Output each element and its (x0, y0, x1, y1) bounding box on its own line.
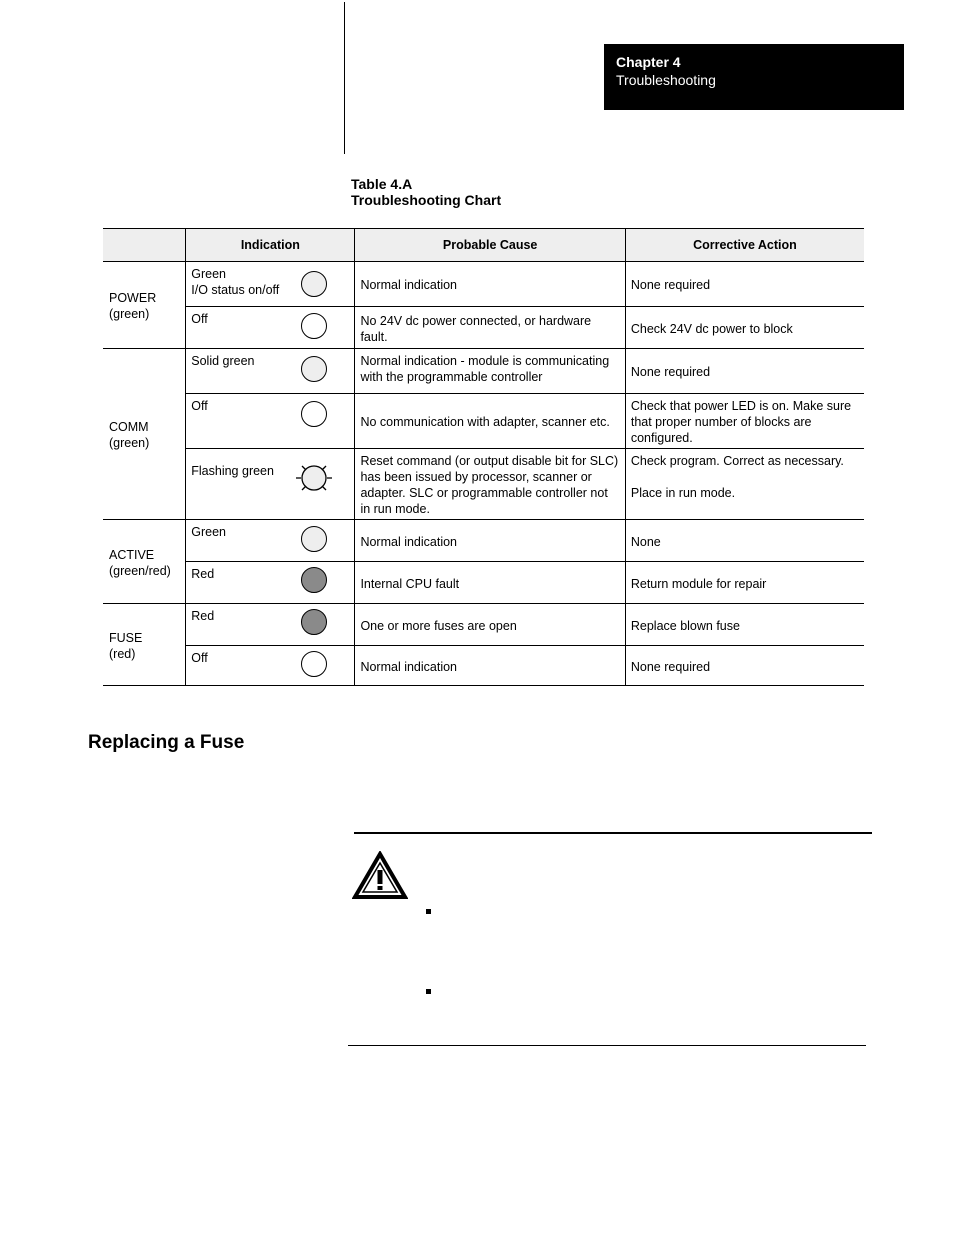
action-cell: None required (625, 349, 864, 394)
action-cell: Check program. Correct as necessary. Place in run mode. (625, 449, 864, 520)
indication-text: Solid green (191, 354, 255, 368)
table-title: Troubleshooting Chart (351, 192, 502, 208)
indication-text: Green I/O status on/off (191, 267, 280, 297)
cause-cell: Internal CPU fault (355, 562, 625, 604)
table-row (103, 394, 864, 449)
warning-triangle-icon (352, 851, 408, 901)
table-row (103, 449, 864, 520)
indication-cell (186, 449, 355, 520)
action-cell: None required (625, 646, 864, 686)
led-off-icon (301, 651, 327, 677)
indication-cell (186, 646, 355, 686)
indication-cell (186, 349, 355, 394)
table-row (103, 646, 864, 686)
bullet-icon (426, 909, 431, 914)
cause-cell: Normal indication - module is communicating with the programmable controller (355, 349, 625, 394)
table-row (103, 562, 864, 604)
column-header-indication: Indication (186, 229, 355, 262)
indication-cell (186, 262, 355, 307)
margin-rule (344, 2, 345, 154)
table-row (103, 604, 864, 646)
cause-cell: No communication with adapter, scanner etc. (355, 394, 625, 449)
indication-text: Flashing green (191, 464, 274, 478)
table-row (103, 262, 864, 307)
indication-cell (186, 394, 355, 449)
warning-bottom-rule (348, 1045, 866, 1046)
action-cell: Check that power LED is on. Make sure that proper number of blocks are configured. (625, 394, 864, 449)
led-label-power: POWER (green) (103, 262, 186, 349)
table-header-row (103, 229, 864, 262)
led-on-icon (301, 356, 327, 382)
warning-top-rule (354, 832, 872, 834)
action-cell: Return module for repair (625, 562, 864, 604)
column-header-led (103, 229, 186, 262)
action-cell: Check 24V dc power to block (625, 307, 864, 349)
troubleshooting-table (103, 228, 864, 686)
column-header-cause: Probable Cause (355, 229, 625, 262)
indication-text: Off (191, 651, 208, 665)
indication-text: Off (191, 399, 208, 413)
indication-text: Off (191, 312, 208, 326)
led-red-icon (301, 609, 327, 635)
cause-cell: Normal indication (355, 262, 625, 307)
bullet-icon (426, 989, 431, 994)
action-cell: Replace blown fuse (625, 604, 864, 646)
led-red-icon (301, 567, 327, 593)
action-cell: None (625, 520, 864, 562)
indication-cell (186, 520, 355, 562)
table-caption (351, 176, 501, 208)
indication-text: Green (191, 525, 227, 539)
led-label-fuse: FUSE (red) (103, 604, 186, 686)
chapter-title: Troubleshooting (616, 72, 716, 88)
chapter-header (604, 44, 904, 110)
chapter-number: Chapter 4 (616, 54, 681, 70)
led-off-icon (301, 313, 327, 339)
section-heading: Replacing a Fuse (88, 732, 245, 753)
table-number: Table 4.A (351, 176, 413, 192)
indication-text: Red (191, 567, 215, 581)
table-row (103, 520, 864, 562)
indication-cell (186, 562, 355, 604)
table-row (103, 349, 864, 394)
led-flashing-icon (296, 460, 332, 496)
led-label-active: ACTIVE (green/red) (103, 520, 186, 604)
led-off-icon (301, 401, 327, 427)
indication-text: Red (191, 609, 215, 623)
cause-cell: Normal indication (355, 646, 625, 686)
cause-cell: No 24V dc power connected, or hardware fault. (355, 307, 625, 349)
led-label-comm: COMM (green) (103, 349, 186, 520)
indication-cell (186, 604, 355, 646)
table-row (103, 307, 864, 349)
indication-cell (186, 307, 355, 349)
cause-cell: Reset command (or output disable bit for SLC) has been issued by processor, scanner or adapter. SLC or programmable controller not in run mode. (355, 449, 625, 520)
action-cell: None required (625, 262, 864, 307)
led-on-icon (301, 526, 327, 552)
column-header-action: Corrective Action (625, 229, 864, 262)
cause-cell: One or more fuses are open (355, 604, 625, 646)
cause-cell: Normal indication (355, 520, 625, 562)
